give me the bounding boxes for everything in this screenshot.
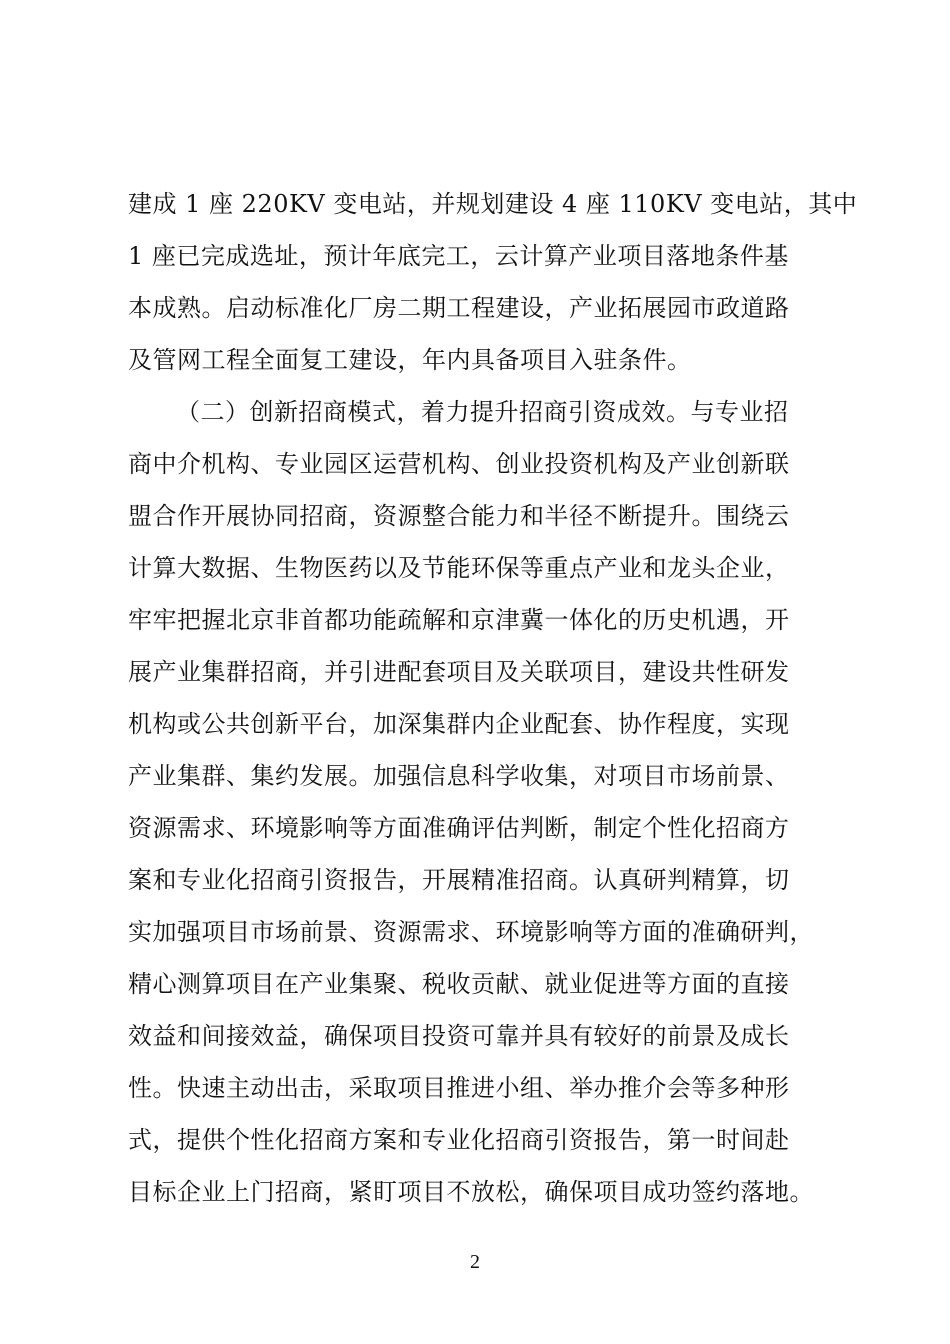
text-line: 效益和间接效益，确保项目投资可靠并具有较好的前景及成长	[128, 1022, 790, 1050]
text-line: 计算大数据、生物医药以及节能环保等重点产业和龙头企业，	[128, 554, 790, 582]
text-line: 精心测算项目在产业集聚、税收贡献、就业促进等方面的直接	[128, 970, 790, 998]
text-line: 资源需求、环境影响等方面准确评估判断，制定个性化招商方	[128, 814, 790, 842]
text-line: 及管网工程全面复工建设，年内具备项目入驻条件。	[128, 346, 692, 374]
text-line: 目标企业上门招商，紧盯项目不放松，确保项目成功签约落地。	[128, 1178, 814, 1206]
text-line: 案和专业化招商引资报告，开展精准招商。认真研判精算，切	[128, 866, 790, 894]
text-line: 盟合作开展协同招商，资源整合能力和半径不断提升。围绕云	[128, 502, 790, 530]
text-line: 商中介机构、专业园区运营机构、创业投资机构及产业创新联	[128, 450, 790, 478]
text-line: 产业集群、集约发展。加强信息科学收集，对项目市场前景、	[128, 762, 790, 790]
text-line: 实加强项目市场前景、资源需求、环境影响等方面的准确研判，	[128, 918, 814, 946]
body-text	[128, 178, 858, 1218]
text-line: 展产业集群招商，并引进配套项目及关联项目，建设共性研发	[128, 658, 790, 686]
text-line: 本成熟。启动标准化厂房二期工程建设，产业拓展园市政道路	[128, 294, 790, 322]
text-line: 牢牢把握北京非首都功能疏解和京津冀一体化的历史机遇，开	[128, 606, 790, 634]
page-number: 2	[470, 1251, 480, 1273]
text-line: 机构或公共创新平台，加深集群内企业配套、协作程度，实现	[128, 710, 790, 738]
text-line: 建成 1 座 220KV 变电站，并规划建设 4 座 110KV 变电站，其中	[128, 190, 858, 218]
text-line: 式，提供个性化招商方案和专业化招商引资报告，第一时间赴	[128, 1126, 790, 1154]
text-line: 1 座已完成选址，预计年底完工，云计算产业项目落地条件基	[128, 242, 789, 270]
text-line: 性。快速主动出击，采取项目推进小组、举办推介会等多种形	[128, 1074, 790, 1102]
text-line: （二）创新招商模式，着力提升招商引资成效。与专业招	[176, 398, 789, 426]
